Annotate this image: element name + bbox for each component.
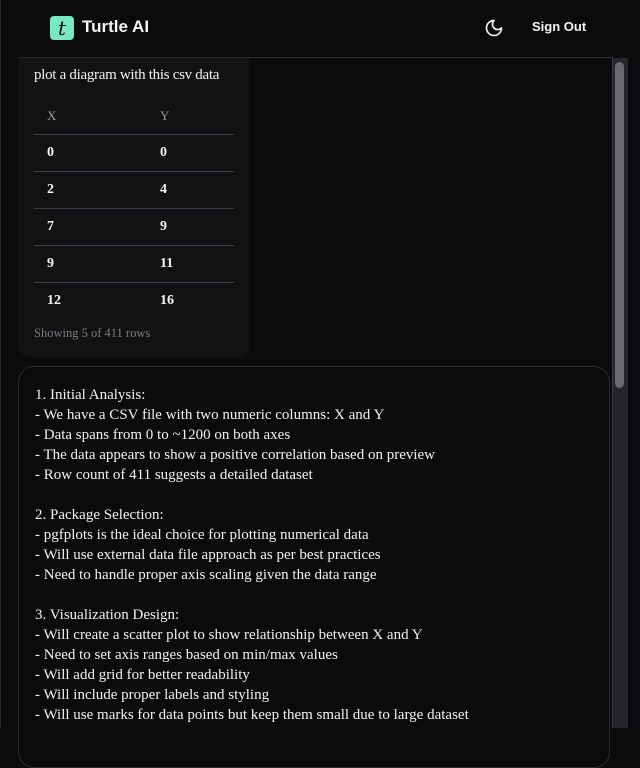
app-title: Turtle AI <box>82 17 150 36</box>
bullet-line: - Will include proper labels and styling <box>35 687 270 703</box>
section-heading: 1. Initial Analysis: <box>35 387 146 403</box>
cell-x: 7 <box>34 209 147 246</box>
cell-y: 0 <box>147 135 234 172</box>
moon-icon[interactable] <box>484 18 504 38</box>
bullet-line: - We have a CSV file with two numeric columns: X and Y <box>35 407 385 423</box>
assistant-text <box>35 385 595 745</box>
cell-y: 4 <box>147 172 234 209</box>
section-visualization-design <box>35 605 595 725</box>
bullet-line: - Will use marks for data points but keep them small due to large dataset <box>35 707 469 723</box>
table-row <box>34 283 234 320</box>
cell-y: 16 <box>160 293 174 308</box>
column-header-x: X <box>34 98 147 135</box>
section-package-selection <box>35 505 595 585</box>
cell-y: 9 <box>147 209 234 246</box>
cell-x: 9 <box>34 246 147 283</box>
cell-x: 0 <box>34 135 147 172</box>
bullet-line: - Will add grid for better readability <box>35 667 250 683</box>
cell-x: 12 <box>47 293 61 308</box>
table-row <box>34 246 234 283</box>
app-header <box>0 0 640 56</box>
row-count-text: Showing 5 of 411 rows <box>34 326 151 340</box>
table-row <box>34 209 234 246</box>
csv-preview-table <box>34 98 234 319</box>
assistant-message <box>18 366 610 768</box>
user-message <box>18 58 250 358</box>
section-heading: 3. Visualization Design: <box>35 607 180 623</box>
table-row <box>34 135 234 172</box>
section-initial-analysis <box>35 385 595 485</box>
sign-out-button[interactable]: Sign Out <box>532 19 587 34</box>
table-header-row <box>34 98 234 135</box>
bullet-line: - Will use external data file approach as per best practices <box>35 547 381 563</box>
bullet-line: - Need to handle proper axis scaling given the data range <box>35 567 377 583</box>
bullet-line: - Will create a scatter plot to show relationship between X and Y <box>35 627 423 643</box>
cell-x: 2 <box>34 172 147 209</box>
bullet-line: - pgfplots is the ideal choice for plotting numerical data <box>35 527 369 543</box>
table-row <box>34 172 234 209</box>
column-header-y: Y <box>147 98 234 135</box>
turtle-logo-icon: t <box>50 16 74 40</box>
scrollbar-thumb[interactable] <box>615 62 624 388</box>
bullet-line: - Need to set axis ranges based on min/max values <box>35 647 338 663</box>
cell-y: 11 <box>147 246 234 283</box>
section-heading: 2. Package Selection: <box>35 507 164 523</box>
bullet-line: - Row count of 411 suggests a detailed dataset <box>35 467 313 483</box>
bullet-line: - Data spans from 0 to ~1200 on both axes <box>35 427 291 443</box>
user-prompt-text: plot a diagram with this csv data <box>34 67 220 83</box>
bullet-line: - The data appears to show a positive correlation based on preview <box>35 447 436 463</box>
